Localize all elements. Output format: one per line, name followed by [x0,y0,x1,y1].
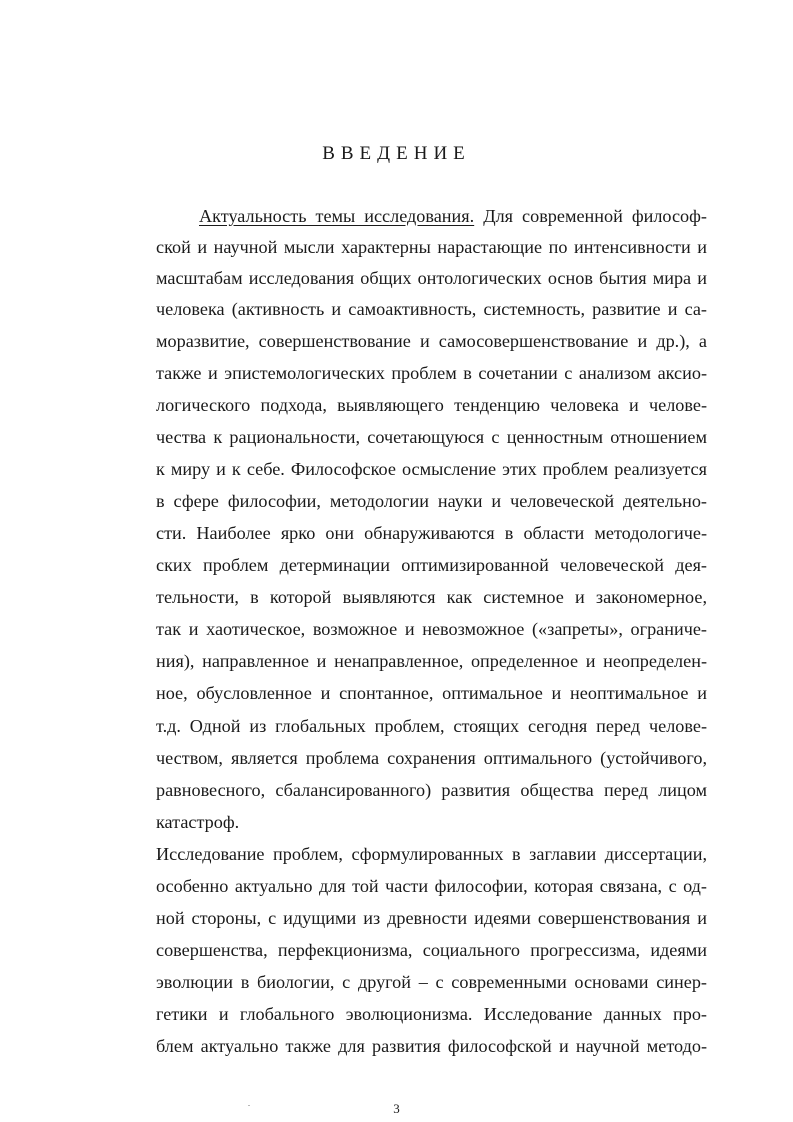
paragraph-line [199,201,707,231]
paragraph-line: ской и научной мысли характерны нарастающие по интенсивности и [156,237,707,257]
page-number: 3 [393,1101,400,1116]
paragraph-line: совершенства, перфекционизма, социального прогрессизма, идеями [156,940,707,960]
paragraph-line: катастроф. [156,812,240,832]
paragraph-line: так и хаотическое, возможное и невозможное («запреты», ограниче- [156,619,707,639]
section-heading: ВВЕДЕНИЕ [322,143,471,164]
paragraph-line: особенно актуально для той части философии, которая связана, с од- [156,876,707,896]
paragraph-line: сти. Наиболее ярко они обнаруживаются в области методологиче- [156,523,707,543]
paragraph-line: ских проблем детерминации оптимизированной человеческой дея- [156,555,707,575]
paragraph-line: т.д. Одной из глобальных проблем, стоящих сегодня перед челове- [156,716,707,736]
lead-title: Актуальность темы исследования. [199,206,475,226]
paragraph-line: ния), направленное и ненаправленное, определенное и неопределен- [156,651,707,671]
paragraph-line: моразвитие, совершенствование и самосовершенствование и др.), а [156,331,707,351]
paragraph-line: также и эпистемологических проблем в сочетании с анализом аксио- [156,363,707,383]
paragraph-line: человека (активность и самоактивность, системность, развитие и са- [156,299,707,319]
paragraph-line: эволюции в биологии, с другой – с современными основами синер- [156,972,707,992]
paragraph-line: Исследование проблем, сформулированных в заглавии диссертации, [156,844,707,864]
paragraph-line: тельности, в которой выявляются как системное и закономерное, [156,587,707,607]
line-text: Для современной философ- [474,206,707,226]
paragraph-line: логического подхода, выявляющего тенденцию человека и челове- [156,395,707,415]
paragraph-line: чества к рациональности, сочетающуюся с ценностным отношением [156,427,707,447]
paragraph-line: блем актуально также для развития философской и научной методо- [156,1036,707,1056]
paragraph-line: ное, обусловленное и спонтанное, оптимальное и неоптимальное и [156,683,707,703]
paragraph-line: масштабам исследования общих онтологических основ бытия мира и [156,268,707,288]
paragraph-line: в сфере философии, методологии науки и человеческой деятельно- [156,491,707,511]
paragraph-line: чеством, является проблема сохранения оптимального (устойчивого, [156,748,707,768]
paragraph-line: ной стороны, с идущими из древности идеями совершенствования и [156,908,707,928]
paragraph-line: равновесного, сбалансированного) развития общества перед лицом [156,780,707,800]
paragraph-line: к миру и к себе. Философское осмысление этих проблем реализуется [156,459,707,479]
paragraph-line: гетики и глобального эволюционизма. Исследование данных про- [156,1004,707,1024]
